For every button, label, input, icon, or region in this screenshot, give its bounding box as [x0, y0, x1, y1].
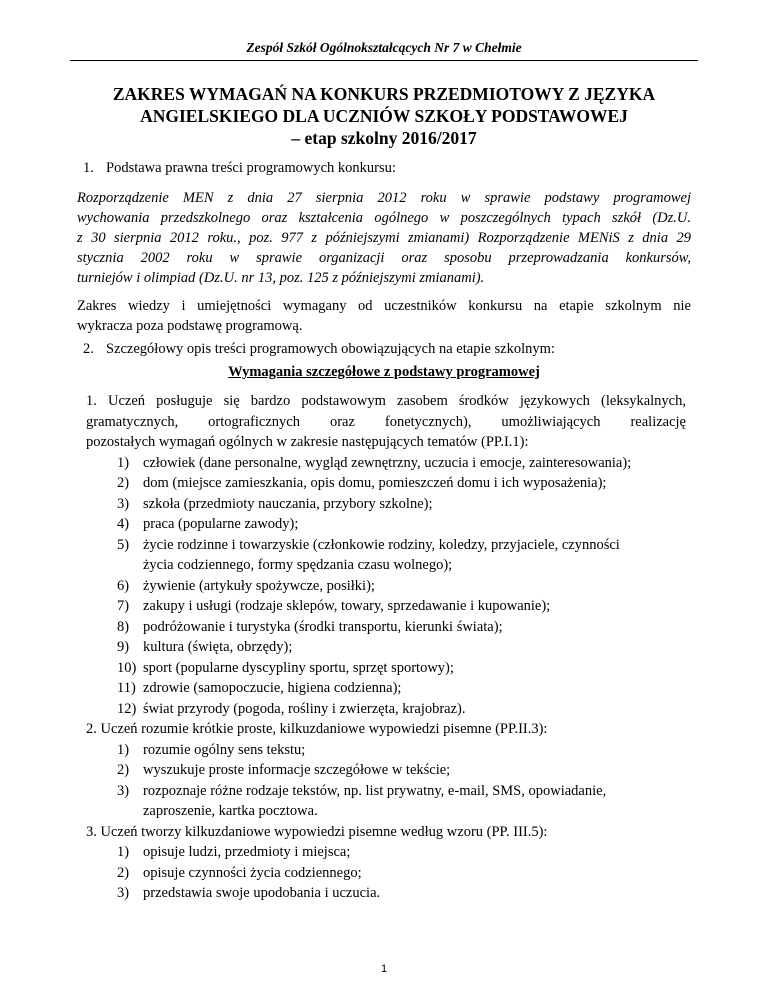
section-2-heading	[83, 341, 555, 358]
item-number: 9)	[117, 639, 130, 655]
title-line: ANGIELSKIEGO DLA UCZNIÓW SZKOŁY PODSTAWOWEJ	[140, 106, 628, 126]
paragraph-line: wykracza poza podstawę programową.	[77, 318, 303, 334]
list-item	[86, 617, 686, 638]
list-item	[86, 740, 686, 761]
item-text: sport (popularne dyscypliny sportu, sprzęt sportowy);	[143, 659, 454, 676]
list-item	[86, 678, 686, 699]
section-heading-text: Podstawa prawna treści programowych konkursu:	[106, 160, 396, 176]
title-line: – etap szkolny 2016/2017	[291, 128, 477, 148]
list-item	[86, 842, 686, 863]
item-text: rozumie ogólny sens tekstu;	[143, 741, 306, 758]
list-item	[86, 883, 686, 904]
paragraph-line: z 30 sierpnia 2012 roku., poz. 977 z późniejszymi zmianami) Rozporządzenie MENiS z dnia 29	[77, 230, 691, 246]
list-item	[86, 781, 686, 802]
item-number: 3)	[117, 495, 130, 512]
item-number: 2)	[117, 864, 130, 881]
paragraph-line: Zakres wiedzy i umiejętności wymagany od uczestników konkursu na etapie szkolnym nie	[77, 298, 691, 314]
requirement-1-line: gramatycznych, ortograficznych oraz fonetycznych), umożliwiających realizację	[86, 413, 686, 430]
section-heading-text: Szczegółowy opis treści programowych obowiązujących na etapie szkolnym:	[106, 341, 555, 357]
item-text: opisuje czynności życia codziennego;	[143, 864, 362, 881]
item-number: 12)	[117, 700, 137, 717]
item-text: opisuje ludzi, przedmioty i miejsca;	[143, 844, 351, 860]
list-item	[86, 760, 686, 781]
item-text: życie rodzinne i towarzyskie (członkowie rodziny, koledzy, przyjaciele, czynności	[143, 536, 620, 553]
section-1-heading	[83, 160, 396, 177]
item-number: 2)	[117, 762, 130, 778]
item-text: praca (popularne zawody);	[143, 516, 299, 532]
item-text: zdrowie (samopoczucie, higiena codzienna);	[143, 680, 402, 696]
item-number: 10)	[117, 659, 137, 676]
legal-basis-paragraph	[77, 188, 691, 288]
item-text: dom (miejsce zamieszkania, opis domu, pomieszczeń domu i ich wyposażenia);	[143, 475, 607, 491]
section-number: 2.	[83, 341, 94, 357]
paragraph-line: stycznia 2002 roku w sprawie organizacji oraz sposobu przeprowadzania konkursów,	[77, 250, 691, 266]
requirement-1-line: 1. Uczeń posługuje się bardzo podstawowym zasobem środków językowych (leksykalnych,	[86, 393, 686, 409]
item-number: 1)	[117, 741, 130, 758]
item-text: człowiek (dane personalne, wygląd zewnętrzny, uczucia i emocje, zainteresowania);	[143, 454, 632, 471]
paragraph-line: wychowania przedszkolnego oraz kształcenia ogólnego w poszczególnych typach szkół (Dz.U.	[77, 210, 691, 226]
list-item	[86, 637, 686, 658]
item-text: żywienie (artykuły spożywcze, posiłki);	[143, 577, 375, 594]
section-number: 1.	[83, 160, 94, 176]
item-number: 3)	[117, 782, 130, 799]
scope-paragraph	[77, 296, 691, 336]
item-text: zakupy i usługi (rodzaje sklepów, towary, sprzedawanie i kupowanie);	[143, 598, 551, 614]
list-item	[86, 596, 686, 617]
item-text: przedstawia swoje upodobania i uczucia.	[143, 885, 381, 901]
item-number: 3)	[117, 885, 130, 901]
list-item	[86, 453, 686, 474]
list-item	[86, 514, 686, 535]
item-text: rozpoznaje różne rodzaje tekstów, np. list prywatny, e-mail, SMS, opowiadanie,	[143, 782, 607, 799]
item-text: podróżowanie i turystyka (środki transportu, kierunki świata);	[143, 618, 503, 635]
list-item	[86, 473, 686, 494]
list-item	[86, 576, 686, 597]
list-item	[86, 494, 686, 515]
item-number: 1)	[117, 844, 130, 860]
item-number: 11)	[117, 680, 136, 696]
paragraph-line: Rozporządzenie MEN z dnia 27 sierpnia 2012 roku w sprawie podstawy programowej	[77, 190, 691, 206]
requirement-3: 3. Uczeń tworzy kilkuzdaniowe wypowiedzi pisemne według wzoru (PP. III.5):	[86, 823, 548, 840]
document-title	[70, 83, 698, 149]
list-item	[86, 699, 686, 720]
paragraph-line: turniejów i olimpiad (Dz.U. nr 13, poz. 125 z późniejszymi zmianami).	[77, 270, 485, 286]
list-item	[86, 863, 686, 884]
item-text: kultura (święta, obrzędy);	[143, 639, 293, 655]
item-number: 4)	[117, 516, 130, 532]
list-item-continuation: życia codziennego, formy spędzania czasu wolnego);	[143, 557, 453, 573]
title-line: ZAKRES WYMAGAŃ NA KONKURS PRZEDMIOTOWY Z JĘZYKA	[112, 84, 656, 104]
item-text: szkoła (przedmioty nauczania, przybory szkolne);	[143, 495, 433, 512]
item-text: wyszukuje proste informacje szczegółowe w tekście;	[143, 762, 451, 778]
item-number: 2)	[117, 475, 130, 491]
item-number: 7)	[117, 598, 130, 614]
requirement-2: 2. Uczeń rozumie krótkie proste, kilkuzdaniowe wypowiedzi pisemne (PP.II.3):	[86, 721, 548, 737]
list-item-continuation: zaproszenie, kartka pocztowa.	[143, 803, 318, 819]
list-item	[86, 535, 686, 556]
item-number: 6)	[117, 577, 130, 594]
item-number: 8)	[117, 618, 130, 635]
requirements-subheading: Wymagania szczegółowe z podstawy programowej	[228, 364, 540, 380]
item-number: 5)	[117, 536, 130, 553]
requirement-1-line: pozostałych wymagań ogólnych w zakresie następujących tematów (PP.I.1):	[86, 434, 529, 450]
school-header: Zespół Szkół Ogólnokształcących Nr 7 w Chełmie	[70, 40, 698, 61]
page-number: 1	[380, 963, 388, 975]
list-item	[86, 658, 686, 679]
item-number: 1)	[117, 454, 130, 471]
item-text: świat przyrody (pogoda, rośliny i zwierzęta, krajobraz).	[143, 700, 466, 717]
requirements-list	[86, 391, 686, 904]
